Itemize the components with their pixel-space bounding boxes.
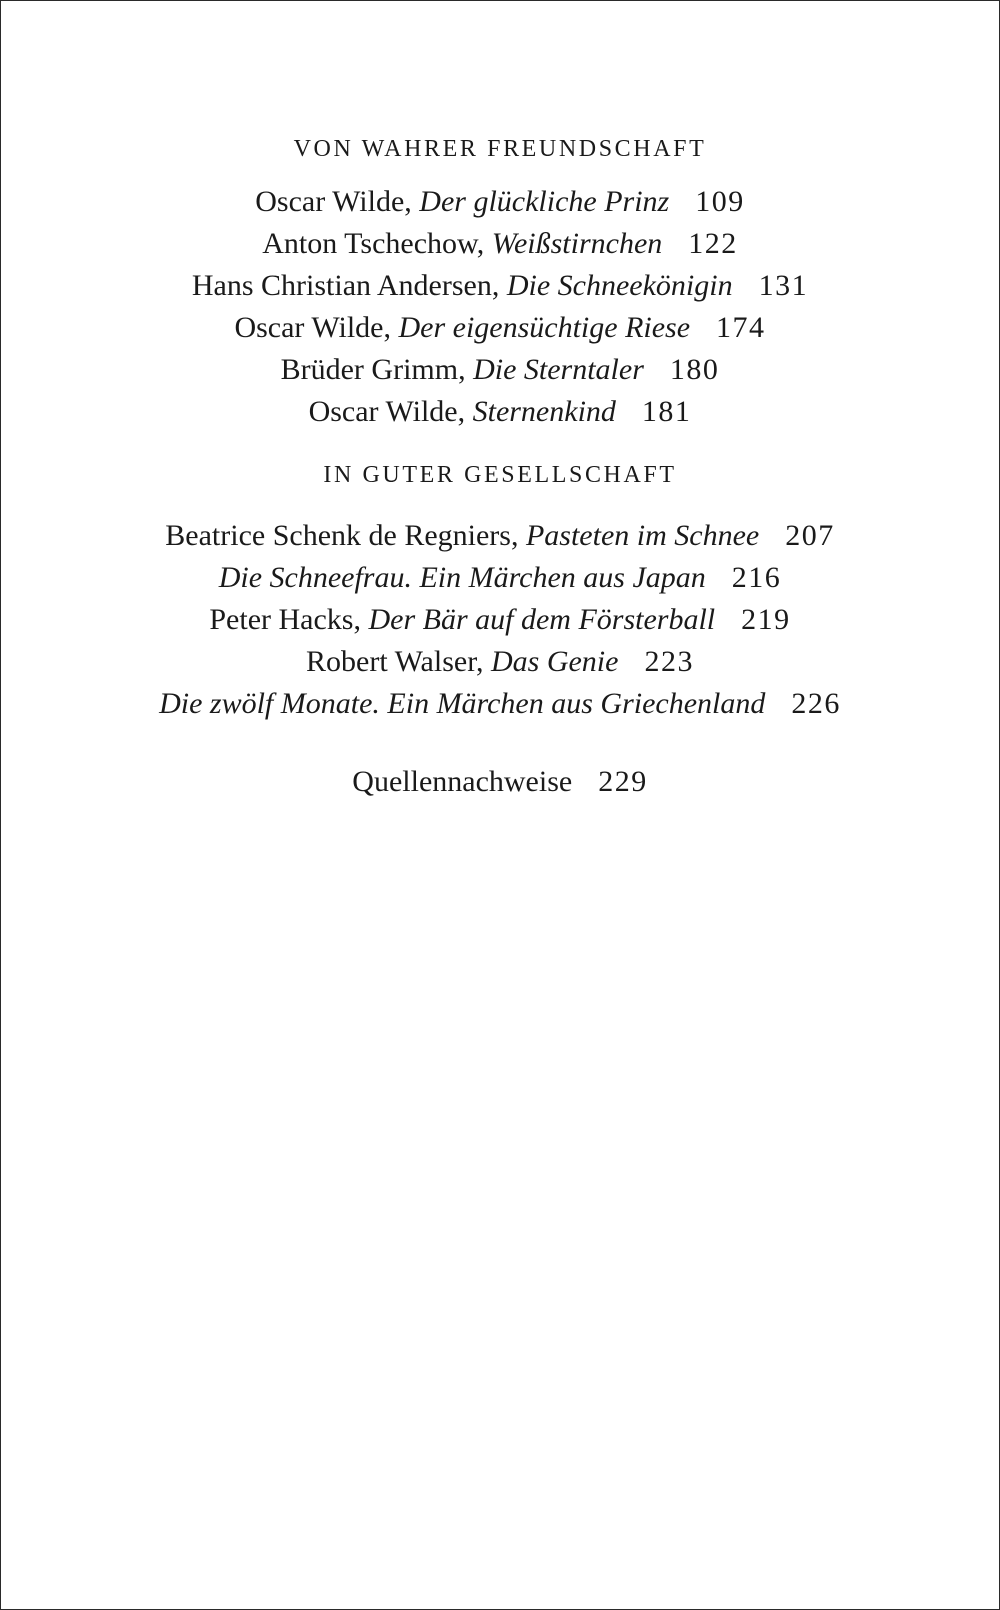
- entry-author: Anton Tschechow,: [262, 227, 492, 260]
- toc-entry: [1, 599, 999, 641]
- entry-page-number: 180: [669, 353, 720, 386]
- toc-entry: [1, 683, 999, 725]
- entry-title: Der Bär auf dem Försterball: [368, 603, 716, 636]
- entry-page-number: 216: [731, 561, 782, 594]
- toc-entry: [1, 641, 999, 683]
- toc-entry: [1, 557, 999, 599]
- entry-author: Oscar Wilde,: [308, 395, 473, 428]
- entry-page-number: 122: [688, 227, 738, 260]
- toc-entry: [1, 181, 999, 223]
- entry-title: Der eigensüchtige Riese: [398, 311, 691, 344]
- entry-page-number: 131: [758, 269, 809, 302]
- sources-page-number: 229: [598, 765, 648, 798]
- section-heading-freundschaft: VON WAHRER FREUNDSCHAFT: [293, 136, 707, 162]
- toc-entry: [1, 307, 999, 349]
- entry-page-number: 226: [791, 687, 841, 720]
- entry-title: Pasteten im Schnee: [525, 519, 760, 552]
- sources-entry: [1, 761, 999, 803]
- entry-title: Das Genie: [490, 645, 619, 678]
- entry-author: Hans Christian Andersen,: [191, 269, 507, 302]
- entry-page-number: 219: [741, 603, 791, 636]
- toc-entry: [1, 265, 999, 307]
- entry-title: Die Schneefrau. Ein Märchen aus Japan: [218, 561, 706, 594]
- entry-title: Die Schneekönigin: [506, 269, 733, 302]
- toc-entry: [1, 223, 999, 265]
- entry-page-number: 223: [644, 645, 694, 678]
- entry-author: Robert Walser,: [306, 645, 491, 678]
- entry-title: Weißstirnchen: [491, 227, 663, 260]
- entry-title: Die Sterntaler: [473, 353, 644, 386]
- entry-title: Der glückliche Prinz: [419, 185, 670, 218]
- entry-title: Die zwölf Monate. Ein Märchen aus Griechenland: [159, 687, 766, 720]
- toc-entry: [1, 391, 999, 433]
- section-heading-gesellschaft: IN GUTER GESELLSCHAFT: [323, 462, 677, 488]
- entry-title: Sternenkind: [472, 395, 616, 428]
- entry-author: Beatrice Schenk de Regniers,: [165, 519, 526, 552]
- entry-page-number: 109: [695, 185, 745, 218]
- entry-author: Oscar Wilde,: [234, 311, 399, 344]
- entry-author: Peter Hacks,: [209, 603, 369, 636]
- table-of-contents: [1, 129, 999, 803]
- toc-entry: [1, 349, 999, 391]
- entry-page-number: 181: [641, 395, 692, 428]
- toc-entry: [1, 515, 999, 557]
- entries-freundschaft: [1, 181, 999, 433]
- entries-gesellschaft: [1, 515, 999, 725]
- entry-author: Oscar Wilde,: [255, 185, 420, 218]
- entry-page-number: 207: [785, 519, 835, 552]
- entry-author: Brüder Grimm,: [280, 353, 474, 386]
- sources-label: Quellennachweise: [352, 765, 573, 798]
- entry-page-number: 174: [716, 311, 766, 344]
